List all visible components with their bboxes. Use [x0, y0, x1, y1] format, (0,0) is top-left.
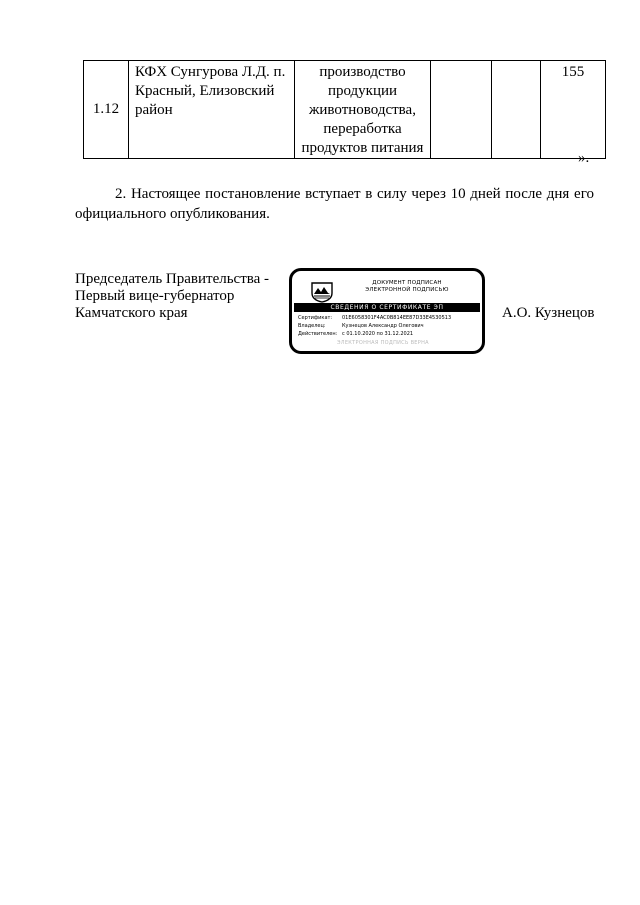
activity-line: переработка — [323, 121, 402, 137]
stamp-row-validity — [298, 330, 451, 338]
activity-cell — [295, 61, 431, 159]
stamp-row-label: Действителен: — [298, 331, 338, 337]
stamp-row-label: Владелец: — [298, 323, 326, 329]
data-table — [83, 60, 606, 159]
organization-line: Красный, Елизовский — [135, 83, 275, 99]
paragraph-effective-date: 2. Настоящее постановление вступает в силу через 10 дней после дня его официального опубликования. — [75, 186, 594, 222]
organization-line: район — [135, 102, 173, 118]
value-cell: 155 — [541, 61, 606, 159]
activity-line: продуктов питания — [301, 140, 424, 156]
stamp-header — [352, 280, 462, 294]
stamp-header-line: ДОКУМЕНТ ПОДПИСАН — [372, 280, 442, 286]
stamp-row-certificate — [298, 314, 451, 322]
activity-line: производство — [319, 64, 406, 80]
electronic-signature-stamp — [289, 268, 485, 354]
stamp-certificate-bar: СВЕДЕНИЯ О СЕРТИФИКАТЕ ЭП — [294, 303, 480, 312]
stamp-row-value: 01E6058301F4AC0B814EE87D33E4530513 — [342, 315, 452, 321]
stamp-row-value: с 01.10.2020 по 31.12.2021 — [342, 331, 414, 337]
stamp-row-label: Сертификат: — [298, 315, 333, 321]
closing-quote: ». — [578, 150, 590, 166]
stamp-row-value: Кузнецов Александр Олегович — [342, 323, 424, 329]
signatory-title-line: Председатель Правительства - — [75, 271, 270, 287]
organization-line: КФХ Сунгурова Л.Д. п. — [135, 64, 286, 80]
row-number: 1.12 — [84, 61, 129, 159]
empty-cell — [492, 61, 541, 159]
stamp-details — [298, 314, 451, 338]
kamchatka-coat-of-arms-icon — [310, 281, 334, 303]
signatory-name: А.О. Кузнецов — [502, 305, 595, 321]
signatory-title-line: Первый вице-губернатор — [75, 288, 235, 304]
signatory-title-line: Камчатского края — [75, 305, 188, 321]
activity-line: животноводства, — [309, 102, 416, 118]
activity-line: продукции — [327, 83, 398, 99]
stamp-row-owner — [298, 322, 451, 330]
table-row — [84, 61, 606, 159]
stamp-header-line: ЭЛЕКТРОННОЙ ПОДПИСЬЮ — [365, 287, 449, 293]
signatory-title — [75, 271, 269, 322]
organization-cell — [129, 61, 295, 159]
empty-cell — [431, 61, 492, 159]
stamp-footer: ЭЛЕКТРОННАЯ ПОДПИСЬ ВЕРНА — [337, 340, 429, 346]
